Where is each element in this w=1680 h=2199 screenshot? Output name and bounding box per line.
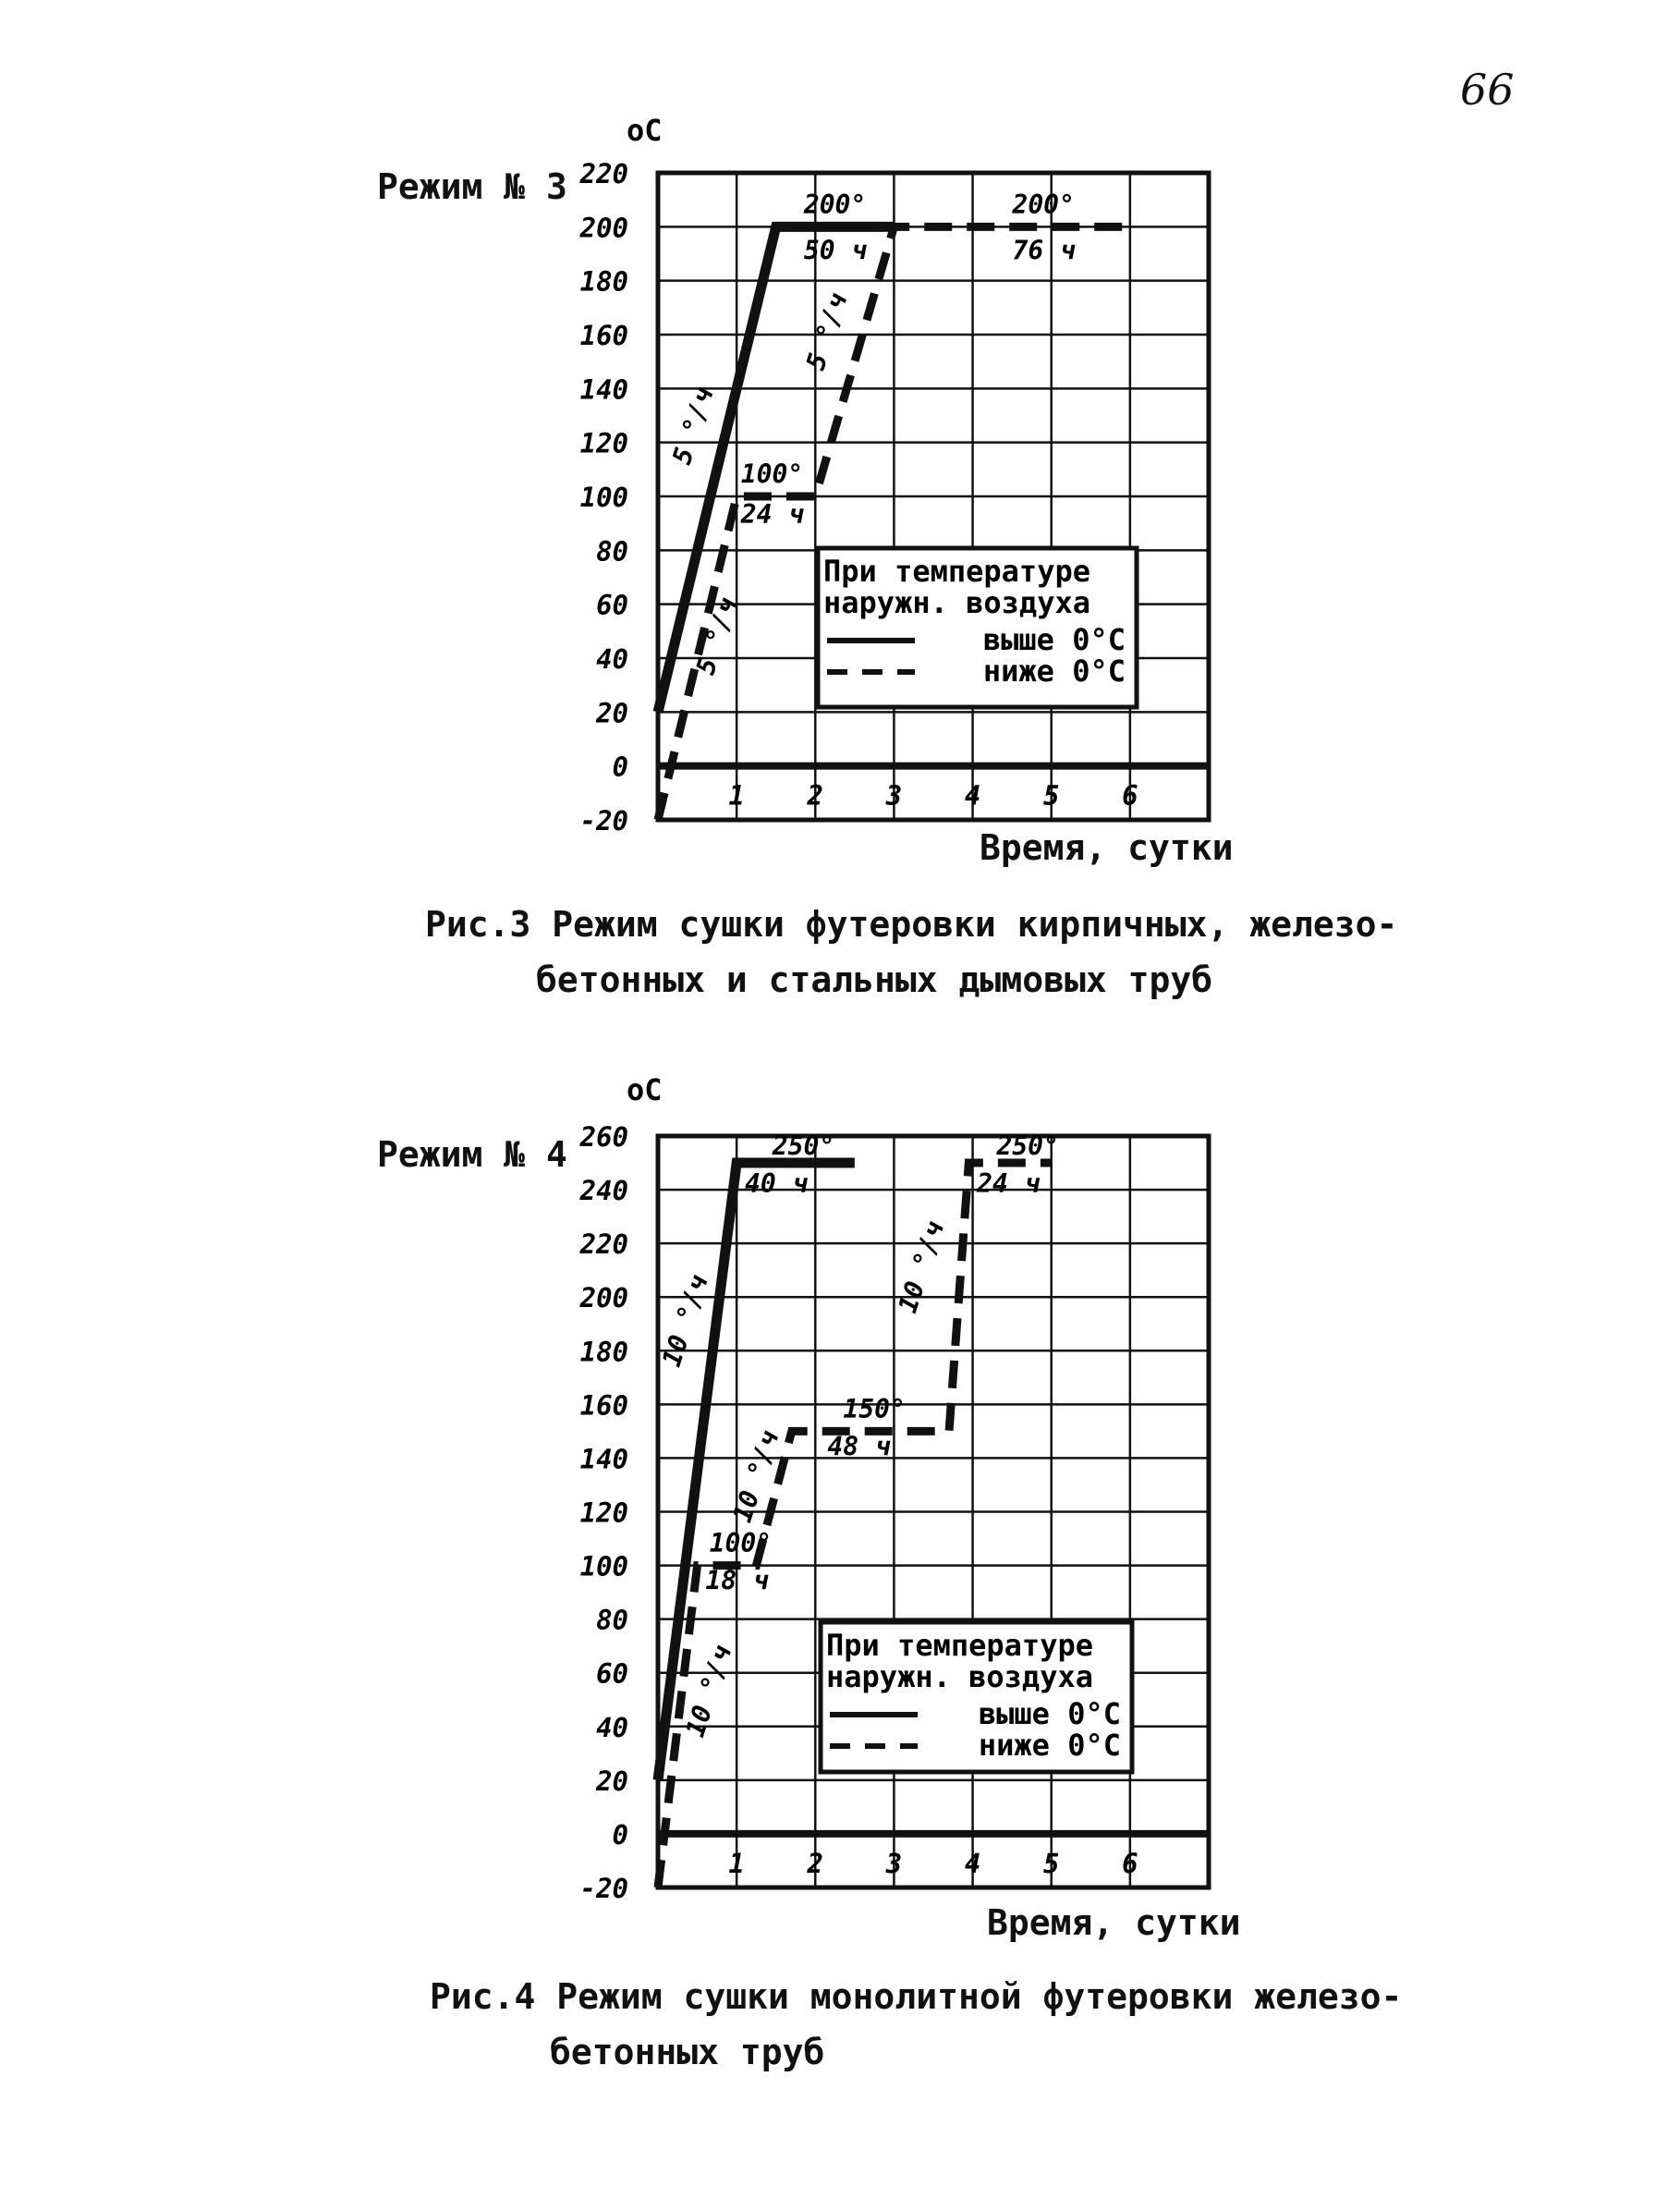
chart-2-ytick-label: 180 (579, 1336, 628, 1368)
chart-1-annotation: 5 °/ч (689, 594, 744, 678)
chart-2-annotation: 150° (843, 1393, 906, 1424)
chart-2-xtick-label: 3 (885, 1847, 903, 1879)
chart-2-annotation: 10 °/ч (679, 1642, 738, 1741)
chart-2-annotation: 100° (709, 1528, 773, 1559)
chart-1-ytick-label: 120 (579, 427, 628, 459)
chart-2-caption-line-1: Рис.4 Режим сушки монолитной футеровки железо- (430, 1976, 1403, 2017)
chart-1-ytick-label: 220 (579, 158, 628, 189)
chart-2-annotation: 10 °/ч (655, 1272, 714, 1371)
chart-1-xtick-label: 6 (1122, 779, 1138, 812)
chart-1-annotation: 24 ч (740, 499, 804, 531)
chart-2-ytick-label: -20 (579, 1873, 628, 1904)
chart-1-xtick-label: 1 (728, 779, 745, 812)
chart-1-ytick-label: 100 (579, 482, 628, 513)
chart-1-annotation: 100° (740, 458, 804, 490)
chart-2-xlabel: Время, сутки (987, 1902, 1241, 1943)
chart-2-ytick-label: 120 (579, 1497, 628, 1529)
chart-2-ytick-label: 80 (596, 1604, 628, 1636)
chart-1-xtick-label: 3 (885, 779, 903, 812)
chart-2-ytick-label: 220 (579, 1228, 628, 1261)
chart-1-ytick-label: 180 (579, 265, 628, 298)
chart-1-annotation: 50 ч (803, 235, 867, 266)
chart-2-legend-title: наружн. воздуха (826, 1659, 1093, 1694)
chart-1-ytick-label: 80 (596, 535, 628, 568)
chart-2-ytick-label: 160 (579, 1389, 628, 1422)
chart-2-xtick-label: 2 (807, 1847, 824, 1879)
chart-2-annotation: 48 ч (827, 1431, 890, 1462)
chart-1-caption-line-2: бетонных и стальных дымовых труб (536, 959, 1213, 1000)
chart-2-annotation: 10 °/ч (892, 1218, 951, 1317)
chart-2-ytick-label: 100 (579, 1550, 628, 1582)
chart-2-label: Режим № 4 (377, 1134, 567, 1175)
chart-2-caption-line-2: бетонных труб (550, 2032, 825, 2072)
chart-1-xlabel: Время, сутки (980, 827, 1234, 868)
chart-2-legend-item: ниже 0°С (978, 1728, 1121, 1763)
chart-2 (0, 1063, 1680, 1932)
chart-1-annotation: 5 °/ч (799, 289, 854, 374)
chart-2-xtick-label: 4 (964, 1847, 981, 1879)
chart-2-annotation: 18 ч (705, 1565, 768, 1596)
chart-2-ytick-label: 200 (579, 1282, 628, 1314)
chart-1-caption (425, 897, 1397, 1008)
chart-1-xtick-label: 4 (964, 779, 981, 812)
chart-2-series-below-zero (655, 1163, 1052, 1887)
chart-1-ytick-label: 160 (579, 320, 628, 351)
chart-2-xtick-label: 6 (1122, 1847, 1138, 1879)
chart-1-label: Режим № 3 (377, 166, 567, 207)
chart-2-ytick-label: 140 (579, 1443, 628, 1475)
chart-2-ytick-label: 0 (612, 1818, 628, 1851)
chart-1 (0, 0, 1680, 924)
chart-1-unit-label: оС (627, 113, 663, 148)
chart-1-annotation: 200° (1012, 189, 1075, 220)
chart-2-annotation: 250° (996, 1130, 1059, 1162)
chart-1-annotation: 76 ч (1012, 235, 1075, 266)
chart-1-caption-line-1: Рис.3 Режим сушки футеровки кирпичных, железо- (425, 904, 1398, 945)
chart-2-ytick-label: 60 (596, 1657, 628, 1690)
chart-1-legend-item: ниже 0°С (982, 654, 1126, 689)
chart-2-annotation: 24 ч (977, 1167, 1040, 1199)
chart-2-ytick-label: 40 (596, 1711, 628, 1743)
chart-2-xtick-label: 5 (1042, 1847, 1060, 1879)
chart-2-annotation: 10 °/ч (726, 1427, 785, 1526)
chart-2-caption (430, 1969, 1402, 2080)
chart-1-annotation: 5 °/ч (666, 384, 720, 469)
page-number: 66 (1460, 65, 1515, 115)
chart-1-xtick-label: 5 (1042, 779, 1060, 812)
chart-2-unit-label: оС (627, 1072, 663, 1107)
chart-1-ytick-label: 20 (596, 697, 628, 729)
chart-2-ytick-label: 20 (596, 1765, 628, 1797)
chart-1-ytick-label: 140 (579, 373, 628, 406)
chart-1-ytick-label: 40 (596, 643, 628, 675)
chart-2-ytick-label: 240 (579, 1175, 628, 1207)
chart-1-ytick-label: 200 (579, 212, 628, 244)
chart-2-xtick-label: 1 (728, 1847, 745, 1879)
chart-1-legend-title: наружн. воздуха (823, 585, 1090, 620)
chart-2-legend-item: выше 0°С (978, 1696, 1121, 1731)
chart-1-ytick-label: 60 (596, 589, 628, 621)
chart-2-legend-title: При температуре (826, 1628, 1093, 1663)
chart-1-ytick-label: 0 (612, 751, 628, 783)
chart-1-annotation: 200° (803, 189, 867, 220)
chart-2-annotation: 250° (772, 1130, 835, 1162)
chart-1-legend-item: выше 0°С (982, 622, 1126, 657)
chart-1-ytick-label: -20 (579, 805, 628, 837)
chart-1-legend-title: При температуре (823, 554, 1090, 589)
chart-1-xtick-label: 2 (807, 779, 824, 812)
chart-2-annotation: 40 ч (744, 1167, 808, 1199)
chart-2-ytick-label: 260 (579, 1121, 628, 1153)
